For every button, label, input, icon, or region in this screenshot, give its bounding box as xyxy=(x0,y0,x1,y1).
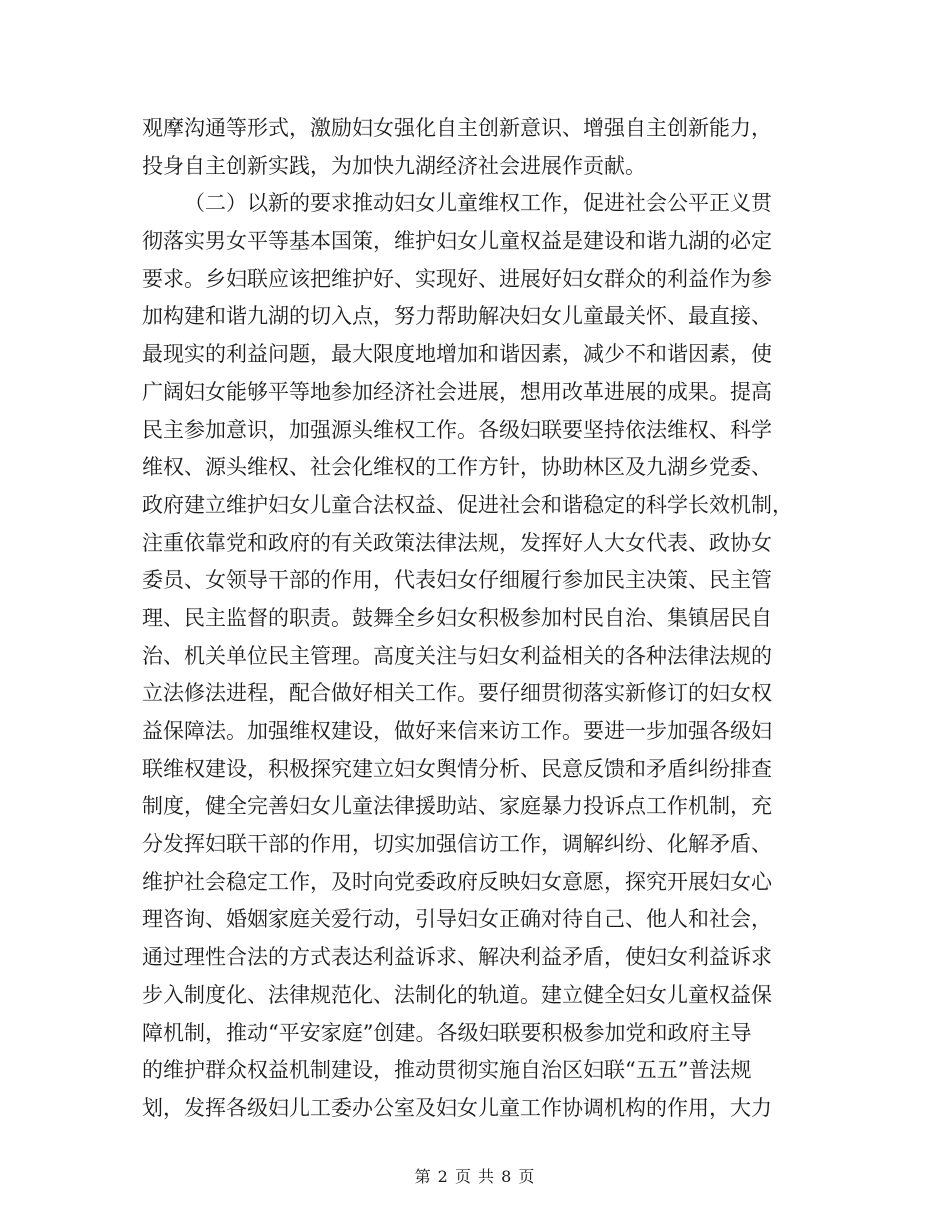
text-line: 政府建立维护妇女儿童合法权益、促进社会和谐稳定的科学长效机制， xyxy=(142,492,793,517)
text-line: 投身自主创新实践，为加快九湖经济社会进展作贡献。 xyxy=(142,153,646,178)
text-line: 通过理性合法的方式表达利益诉求、解决利益矛盾，使妇女利益诉求 xyxy=(142,945,772,970)
text-line: 治、机关单位民主管理。高度关注与妇女利益相关的各种法律法规的 xyxy=(142,643,772,668)
text-line: 划，发挥各级妇儿工委办公室及妇女儿童工作协调机构的作用，大力 xyxy=(142,1095,772,1120)
text-line: 制度，健全完善妇女儿童法律援助站、家庭暴力投诉点工作机制，充 xyxy=(142,794,772,819)
text-line: 的维护群众权益机制建设，推动贯彻实施自治区妇联“五五”普法规 xyxy=(142,1058,752,1083)
text-line: 彻落实男女平等基本国策，维护妇女儿童权益是建设和谐九湖的必定 xyxy=(142,229,772,254)
text-line: 障机制，推动“平安家庭”创建。各级妇联要积极参加党和政府主导 xyxy=(142,1020,752,1045)
text-line: 分发挥妇联干部的作用，切实加强信访工作，调解纠纷、化解矛盾、 xyxy=(142,832,772,857)
text-line: 步入制度化、法律规范化、法制化的轨道。建立健全妇女儿童权益保 xyxy=(142,982,772,1007)
text-line: 民主参加意识，加强源头维权工作。各级妇联要坚持依法维权、科学 xyxy=(142,417,772,442)
text-line: 理咨询、婚姻家庭关爱行动，引导妇女正确对待自己、他人和社会， xyxy=(142,907,772,932)
text-line: （二）以新的要求推动妇女儿童维权工作，促进社会公平正义贯 xyxy=(184,191,772,216)
text-line: 广阔妇女能够平等地参加经济社会进展，想用改革进展的成果。提高 xyxy=(142,379,772,404)
page-number: 第 2 页 共 8 页 xyxy=(414,1167,536,1186)
text-line: 注重依靠党和政府的有关政策法律法规，发挥好人大女代表、政协女 xyxy=(142,530,772,555)
text-line: 最现实的利益问题，最大限度地增加和谐因素，减少不和谐因素，使 xyxy=(142,342,772,367)
text-line: 委员、女领导干部的作用，代表妇女仔细履行参加民主决策、民主管 xyxy=(142,568,772,593)
text-line: 要求。乡妇联应该把维护好、实现好、进展好妇女群众的利益作为参 xyxy=(142,266,772,291)
text-line: 观摩沟通等形式，激励妇女强化自主创新意识、增强自主创新能力， xyxy=(142,116,772,140)
text-line: 加构建和谐九湖的切入点，努力帮助解决妇女儿童最关怀、最直接、 xyxy=(142,304,772,329)
document-body xyxy=(142,110,808,1128)
text-line: 维权、源头维权、社会化维权的工作方针，协助林区及九湖乡党委、 xyxy=(142,455,772,480)
text-line: 立法修法进程，配合做好相关工作。要仔细贯彻落实新修订的妇女权 xyxy=(142,681,772,706)
text-line: 维护社会稳定工作，及时向党委政府反映妇女意愿，探究开展妇女心 xyxy=(142,869,772,894)
text-line: 联维权建设，积极探究建立妇女舆情分析、民意反馈和矛盾纠纷排查 xyxy=(142,756,772,781)
text-line: 益保障法。加强维权建设，做好来信来访工作。要进一步加强各级妇 xyxy=(142,719,772,743)
text-line: 理、民主监督的职责。鼓舞全乡妇女积极参加村民自治、集镇居民自 xyxy=(142,605,772,630)
